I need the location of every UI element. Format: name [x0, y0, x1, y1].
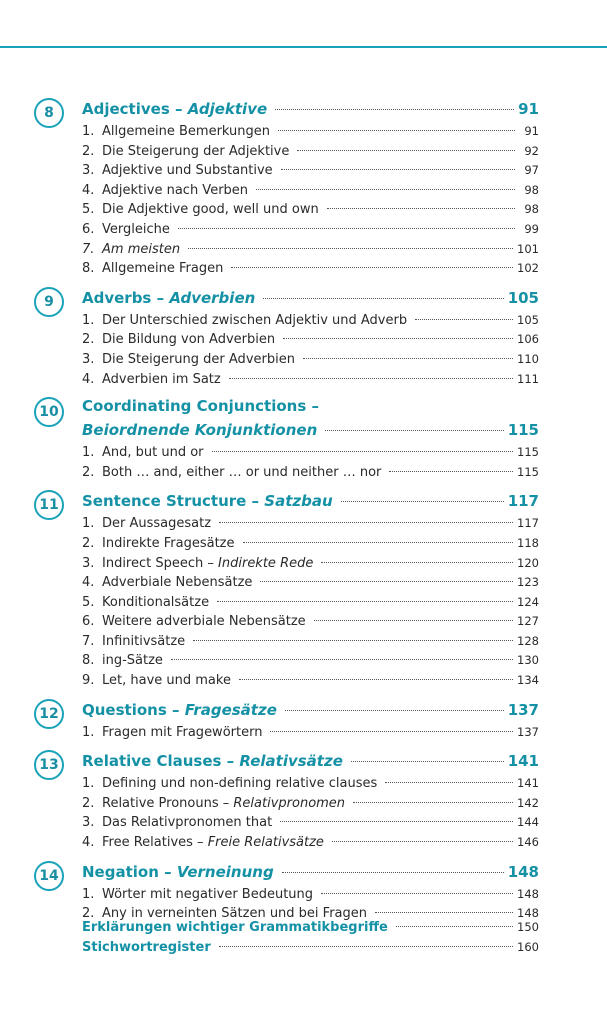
entry-number: 9.	[82, 673, 95, 689]
entry-title	[102, 330, 275, 350]
chapter-number-badge: 12	[34, 699, 64, 729]
toc-entry[interactable]	[82, 833, 539, 853]
entry-title	[102, 813, 272, 833]
chapter-heading[interactable]	[82, 697, 539, 723]
toc-entry[interactable]	[82, 161, 539, 181]
chapter-title-de: Relativsätze	[239, 752, 343, 771]
entry-number: 4.	[82, 835, 95, 851]
entry-page-number: 106	[517, 332, 539, 347]
dot-leader	[256, 189, 515, 190]
entry-number: 1.	[82, 724, 95, 740]
dot-leader	[332, 841, 513, 842]
entry-title-text: Defining und non-defining relative clauses	[102, 776, 378, 792]
entry-title	[102, 350, 295, 370]
chapter-title-en: Adjectives	[82, 100, 170, 118]
toc-entry[interactable]	[82, 122, 539, 142]
toc-entry[interactable]	[82, 651, 539, 671]
chapter-section	[0, 488, 607, 690]
entry-page-number: 141	[517, 776, 539, 791]
chapter-title-en: Sentence Structure	[82, 492, 247, 511]
chapter-title	[82, 488, 333, 514]
toc-entry[interactable]	[82, 200, 539, 220]
entry-number: 6.	[82, 614, 95, 630]
entry-page-number: 105	[517, 312, 539, 327]
entry-number: 2.	[82, 795, 95, 811]
entry-page-number: 92	[524, 143, 539, 158]
entry-number: 1.	[82, 124, 95, 139]
entry-number: 8.	[82, 653, 95, 669]
entry-number: 2.	[82, 332, 95, 348]
chapter-heading[interactable]	[82, 96, 539, 122]
dot-leader	[231, 267, 513, 268]
entry-title	[102, 443, 204, 463]
dot-leader	[351, 761, 504, 762]
entry-title	[102, 885, 313, 905]
entry-title	[102, 723, 262, 743]
entry-title	[102, 220, 170, 240]
entry-title-text: Let, have und make	[102, 673, 231, 689]
toc-entry[interactable]	[82, 514, 539, 534]
entry-number: 3.	[82, 555, 95, 571]
toc-entry[interactable]	[82, 443, 539, 463]
entry-title	[102, 463, 381, 483]
chapter-title-en: Adverbs	[82, 288, 152, 307]
toc-appendix	[0, 918, 607, 957]
entry-title	[102, 181, 248, 201]
entry-number: 1.	[82, 445, 95, 461]
entry-number: 1.	[82, 776, 95, 792]
entry-page-number: 97	[524, 163, 539, 178]
entry-title-text: Relative Pronouns –	[102, 795, 234, 811]
chapter-title	[82, 417, 317, 443]
entry-title-text: Indirekte Fragesätze	[102, 535, 235, 551]
entry-title-text: Free Relatives –	[102, 835, 208, 851]
entry-title	[102, 774, 377, 794]
chapter-title-separator: –	[246, 492, 265, 511]
toc-entry[interactable]	[82, 463, 539, 483]
entry-number: 5.	[82, 202, 95, 218]
toc-entry[interactable]	[82, 632, 539, 652]
entry-page-number: 146	[517, 835, 539, 850]
toc-entry[interactable]	[82, 774, 539, 794]
entry-number: 2.	[82, 464, 95, 480]
entry-number: 1.	[82, 312, 95, 328]
entry-title-text: Adverbiale Nebensätze	[102, 575, 253, 591]
chapter-title-de: Adjektive	[187, 100, 268, 118]
entry-title-text: Allgemeine Bemerkungen	[102, 124, 271, 139]
entry-title-text: And, but und or	[102, 445, 204, 461]
dot-leader	[212, 451, 514, 452]
toc-entry[interactable]	[82, 573, 539, 593]
entry-number: 3.	[82, 351, 95, 367]
chapter-title-separator: –	[306, 397, 319, 416]
entry-page-number: 142	[517, 795, 539, 810]
chapter-number-badge: 11	[34, 490, 64, 520]
dot-leader	[281, 169, 515, 170]
entry-page-number: 123	[517, 575, 539, 590]
entry-page-number: 99	[524, 221, 539, 236]
dot-leader	[353, 802, 513, 803]
entry-number: 5.	[82, 594, 95, 610]
chapter-number-badge: 8	[34, 98, 64, 128]
toc-entry[interactable]	[82, 554, 539, 574]
toc-entry[interactable]	[82, 813, 539, 833]
dot-leader	[243, 542, 514, 543]
dot-leader	[303, 358, 513, 359]
entry-page-number: 137	[517, 724, 539, 739]
entry-number: 2.	[82, 906, 95, 922]
dot-leader	[283, 338, 513, 339]
chapter-title-de: Satzbau	[264, 492, 333, 511]
toc-entry[interactable]	[82, 534, 539, 554]
entry-number: 4.	[82, 575, 95, 591]
entry-title	[102, 671, 231, 691]
entry-title-italic: Relativpronomen	[233, 795, 346, 811]
chapter-page-number: 105	[507, 288, 539, 307]
entry-title	[102, 593, 209, 613]
entry-title-text: Allgemeine Fragen	[102, 261, 224, 277]
chapter-section	[0, 285, 607, 389]
entry-title-text: Adjektive und Substantive	[102, 163, 273, 179]
top-rule	[0, 46, 607, 48]
chapter-heading[interactable]	[82, 488, 539, 514]
dot-leader	[314, 620, 513, 621]
chapter-title-de: Fragesätze	[184, 700, 277, 719]
toc-entry[interactable]	[82, 181, 539, 201]
chapter-section	[0, 859, 607, 924]
entry-page-number: 101	[517, 241, 539, 256]
entry-title	[102, 632, 185, 652]
toc-entry[interactable]	[82, 885, 539, 905]
entry-title	[102, 554, 313, 574]
toc-entry[interactable]	[82, 612, 539, 632]
entry-page-number: 130	[517, 653, 539, 668]
entry-page-number: 98	[524, 182, 539, 197]
chapter-title	[82, 395, 319, 417]
entry-page-number: 117	[517, 516, 539, 531]
entry-title	[102, 573, 252, 593]
toc-entry[interactable]	[82, 370, 539, 390]
dot-leader	[396, 926, 513, 927]
chapter-title-de: Beiordnende Konjunktionen	[82, 421, 318, 440]
appendix-title: Erklärungen wichtiger Grammatikbegriffe	[82, 920, 388, 935]
appendix-entry[interactable]	[82, 938, 539, 958]
entry-page-number: 111	[517, 371, 539, 386]
entry-number: 1.	[82, 516, 95, 532]
entry-title-text: Die Bildung von Adverbien	[102, 332, 276, 348]
dot-leader	[260, 581, 513, 582]
entry-title	[102, 200, 319, 220]
appendix-page-number: 150	[517, 920, 539, 934]
dot-leader	[193, 640, 513, 641]
chapter-title-en: Relative Clauses	[82, 752, 222, 771]
entry-number: 8.	[82, 261, 95, 277]
entry-number: 3.	[82, 815, 95, 831]
entry-number: 3.	[82, 163, 95, 179]
entry-title-italic: Indirekte Rede	[218, 555, 314, 571]
entry-title-text: Konditionalsätze	[102, 594, 210, 610]
toc-entry[interactable]	[82, 240, 539, 260]
toc-entry[interactable]	[82, 671, 539, 691]
dot-leader	[341, 501, 504, 502]
toc-entry[interactable]	[82, 350, 539, 370]
dot-leader	[325, 430, 503, 431]
dot-leader	[297, 150, 515, 151]
entry-title	[102, 259, 223, 279]
chapter-heading-cont[interactable]	[82, 417, 539, 443]
entry-title	[102, 514, 211, 534]
toc-entry[interactable]	[82, 593, 539, 613]
entry-page-number: 134	[517, 673, 539, 688]
entry-title	[102, 122, 270, 142]
chapter-title-de: Verneinung	[176, 862, 274, 881]
entry-title-text: Indirect Speech –	[102, 555, 219, 571]
chapter-heading[interactable]	[82, 748, 539, 774]
entry-page-number: 118	[517, 535, 539, 550]
entry-title-text: Die Steigerung der Adjektive	[102, 143, 290, 159]
entry-number: 6.	[82, 221, 95, 237]
chapter-page-number: 115	[507, 421, 539, 440]
chapter-page-number: 137	[507, 700, 539, 719]
dot-leader	[321, 893, 513, 894]
entry-page-number: 128	[517, 633, 539, 648]
chapter-title	[82, 96, 267, 122]
entry-page-number: 98	[524, 202, 539, 217]
dot-leader	[219, 522, 513, 523]
chapter-section	[0, 748, 607, 852]
entry-title	[102, 161, 273, 181]
dot-leader	[275, 109, 514, 110]
chapter-section	[0, 697, 607, 743]
dot-leader	[280, 821, 513, 822]
dot-leader	[219, 946, 513, 947]
toc-entry[interactable]	[82, 723, 539, 743]
chapter-title-separator: –	[158, 862, 177, 881]
entry-title	[102, 612, 306, 632]
chapter-title-en: Questions	[82, 700, 167, 719]
chapter-section	[0, 96, 607, 279]
toc-entry[interactable]	[82, 142, 539, 162]
toc-entry[interactable]	[82, 794, 539, 814]
appendix-entry[interactable]	[82, 918, 539, 938]
entry-title-text: Vergleiche	[102, 221, 170, 237]
entry-page-number: 91	[524, 124, 539, 138]
entry-title	[102, 311, 407, 331]
dot-leader	[282, 872, 504, 873]
entry-number: 2.	[82, 535, 95, 551]
chapter-title	[82, 748, 343, 774]
entry-title-italic: Freie Relativsätze	[207, 835, 324, 851]
appendix-title: Stichwortregister	[82, 939, 211, 955]
dot-leader	[327, 208, 515, 209]
table-of-contents	[0, 96, 607, 930]
chapter-title	[82, 697, 277, 723]
chapter-title-en: Negation	[82, 862, 159, 881]
dot-leader	[385, 782, 513, 783]
chapter-title-separator: –	[169, 100, 188, 118]
entry-title	[102, 370, 221, 390]
chapter-number-badge: 10	[34, 397, 64, 427]
entry-title-text: Infinitivsätze	[102, 633, 186, 649]
entry-title-text: Both … and, either … or und neither … nor	[102, 464, 382, 480]
entry-title-text: Der Aussagesatz	[102, 516, 212, 532]
chapter-title	[82, 859, 274, 885]
entry-number: 1.	[82, 886, 95, 902]
chapter-title-separator: –	[151, 288, 170, 307]
dot-leader	[321, 562, 513, 563]
entry-title	[102, 142, 289, 162]
entry-page-number: 148	[517, 906, 539, 921]
entry-page-number: 115	[517, 464, 539, 479]
chapter-number-badge: 13	[34, 750, 64, 780]
entry-page-number: 144	[517, 815, 539, 830]
entry-title-text: Adjektive nach Verben	[102, 182, 249, 198]
chapter-page-number: 148	[507, 862, 539, 881]
dot-leader	[375, 912, 513, 913]
appendix-page-number: 160	[517, 939, 539, 954]
chapter-title-en: Coordinating Conjunctions	[82, 397, 307, 416]
chapter-number-badge: 9	[34, 287, 64, 317]
entry-page-number: 110	[517, 351, 539, 366]
dot-leader	[229, 378, 513, 379]
dot-leader	[285, 710, 504, 711]
chapter-title-separator: –	[221, 752, 240, 771]
entry-page-number: 120	[517, 555, 539, 570]
entry-title-text: Any in verneinten Sätzen und bei Fragen	[102, 906, 368, 922]
entry-page-number: 148	[517, 886, 539, 901]
entry-title-text: Die Steigerung der Adverbien	[102, 351, 295, 367]
dot-leader	[239, 679, 513, 680]
entry-page-number: 102	[517, 261, 539, 276]
entry-number: 4.	[82, 182, 95, 198]
chapter-title	[82, 285, 255, 311]
dot-leader	[188, 248, 513, 249]
chapter-heading[interactable]	[82, 285, 539, 311]
dot-leader	[171, 659, 513, 660]
entry-title-text: Der Unterschied zwischen Adjektiv und Adverb	[102, 312, 408, 328]
toc-entry[interactable]	[82, 311, 539, 331]
toc-entry[interactable]	[82, 330, 539, 350]
chapter-page-number: 91	[518, 100, 539, 118]
dot-leader	[217, 601, 513, 602]
entry-title-text: Am meisten	[102, 241, 181, 257]
entry-title-text: Das Relativpronomen that	[102, 815, 273, 831]
dot-leader	[278, 130, 515, 131]
entry-title-text: ing-Sätze	[102, 653, 163, 669]
chapter-heading[interactable]	[82, 859, 539, 885]
dot-leader	[178, 228, 515, 229]
entry-number: 7.	[82, 241, 95, 257]
entry-title-text: Weitere adverbiale Nebensätze	[102, 614, 306, 630]
entry-title-text: Wörter mit negativer Bedeutung	[102, 886, 314, 902]
toc-entry[interactable]	[82, 220, 539, 240]
entry-page-number: 124	[517, 594, 539, 609]
entry-page-number: 127	[517, 614, 539, 629]
chapter-title-separator: –	[166, 700, 185, 719]
entry-number: 2.	[82, 143, 95, 159]
toc-entry[interactable]	[82, 259, 539, 279]
dot-leader	[389, 471, 513, 472]
entry-title	[102, 534, 235, 554]
entry-title-text: Die Adjektive good, well und own	[102, 202, 319, 218]
chapter-title-de: Adverbien	[169, 288, 256, 307]
chapter-heading[interactable]	[82, 395, 539, 417]
entry-number: 7.	[82, 633, 95, 649]
chapter-number-badge: 14	[34, 861, 64, 891]
entry-title	[102, 651, 163, 671]
entry-title-text: Fragen mit Fragewörtern	[102, 724, 263, 740]
entry-title	[102, 833, 324, 853]
chapter-page-number: 141	[507, 752, 539, 771]
entry-title	[102, 794, 345, 814]
chapter-page-number: 117	[507, 492, 539, 511]
entry-title	[102, 240, 180, 260]
dot-leader	[263, 298, 503, 299]
entry-number: 4.	[82, 371, 95, 387]
entry-page-number: 115	[517, 445, 539, 460]
dot-leader	[415, 319, 513, 320]
dot-leader	[270, 731, 513, 732]
chapter-section	[0, 395, 607, 482]
entry-title-text: Adverbien im Satz	[102, 371, 221, 387]
